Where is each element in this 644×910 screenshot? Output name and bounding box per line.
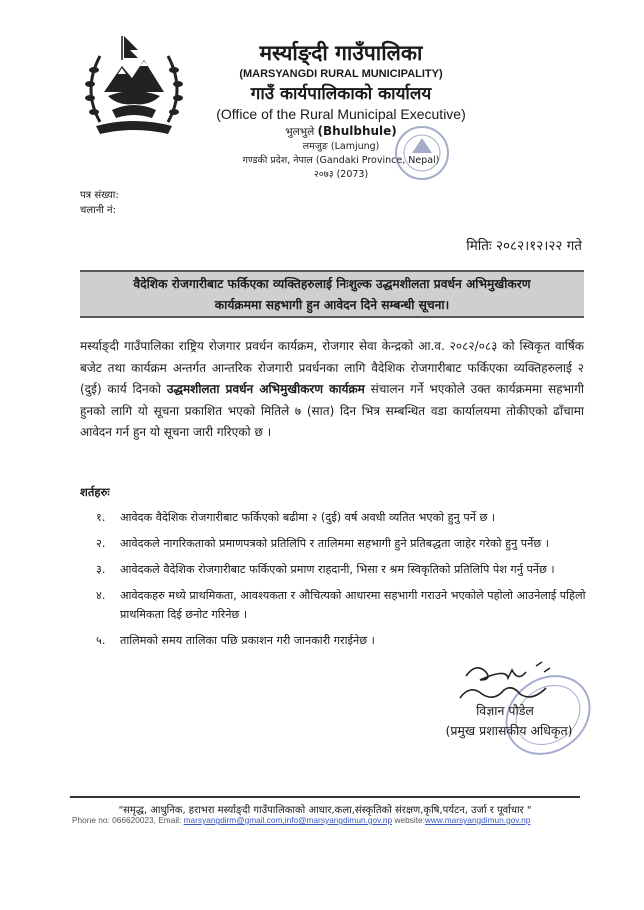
body-text-1: मर्स्याङ्दी गाउँपालिका राष्ट्रिय रोजगार प्रवर्धन कार्यक्रम, रोजगार सेवा केन्द्रको आ.व. २०८२/०८३ को स्विकृत वार्षिक बजेट तथा कार्यक्रम अन्तर्गत आन्तरिक रोजगारी प्रवर्धनका लागि वैदेशिक रोजगारीबाट फर्किएका व्यक्तिहरुलाई २ (दुई) कार्य दिनको — [80, 339, 584, 397]
reference-numbers — [80, 188, 119, 218]
website-label: website: — [392, 815, 425, 825]
signatory-name: विज्ञान पौडेल — [476, 703, 534, 718]
notice-body — [80, 336, 584, 444]
footer-divider — [70, 796, 580, 798]
notice-paragraph — [80, 336, 584, 444]
conditions-list — [96, 508, 588, 657]
condition-item — [96, 631, 588, 650]
established-year: २०७३ (2073) — [313, 169, 369, 180]
condition-number: ३. — [96, 563, 106, 576]
email-link[interactable]: marsyangdirm@gmail.com,info@marsyangdimun.gov.np — [183, 815, 393, 825]
conditions-heading: शर्तहरुः — [80, 485, 110, 499]
condition-item — [96, 586, 588, 624]
signatory-title: (प्रमुख प्रशासकीय अधिकृत) — [445, 723, 573, 738]
condition-number: १. — [96, 511, 106, 524]
subject-line-2: कार्यक्रममा सहभागी हुन आवेदन दिने सम्बन्धी सूचना। — [214, 298, 450, 312]
condition-text: आवेदकले नागरिकताको प्रमाणपत्रको प्रतिलिपि र तालिममा सहभागी हुने प्रतिबद्धता जाहेर गरेको हुनु पर्नेछ । — [120, 537, 550, 550]
body-text-2: संचालन गर्ने भएकोले उक्त कार्यक्रममा सहभागी हुनको लागि यो सूचना प्रकाशित भएको मितिले ७ (सात) दिन भित्र सम्बन्धित वडा कार्यालयमा तोकीएको ढाँचामा आवेदन गर्न हुन यो सूचना जारी गरिएको छ । — [80, 382, 584, 440]
office-stamp-icon — [392, 108, 452, 198]
municipality-title: मर्स्याङ्दी गाउँपालिका — [259, 41, 423, 65]
footer-contact — [72, 815, 592, 825]
place-english: (Bhulbhule) — [317, 124, 397, 138]
district: लमजुङ (Lamjung) — [302, 141, 380, 152]
dispatch-number-label: चलानी नं: — [80, 205, 116, 216]
website-link[interactable]: www.marsyangdimun.gov.np — [424, 815, 531, 825]
footer-slogan: "समृद्ध, आधुनिक, हराभरा मर्स्याङ्दी गाउँपालिकाको आधार,कला,संस्कृतिको संरक्षण,कृषि,पर्यटन, उर्जा र पूर्वाधार " — [118, 805, 532, 816]
letter-date: मितिः २०८२।१२।२२ गते — [466, 238, 582, 254]
place-nepali: भुलभुले — [285, 126, 315, 138]
condition-text: आवेदक वैदेशिक रोजगारीबाट फर्किएको बढीमा २ (दुई) वर्ष अवधी व्यतित भएको हुनु पर्ने छ । — [120, 511, 496, 524]
condition-number: ५. — [96, 634, 106, 647]
province: गण्डकी प्रदेश, नेपाल (Gandaki Province, Nepal) — [242, 155, 440, 166]
office-title-english: (Office of the Rural Municipal Executive) — [216, 106, 466, 122]
condition-number: ४. — [96, 589, 106, 602]
nepal-emblem-icon — [78, 30, 190, 142]
condition-text: तालिमको समय तालिका पछि प्रकाशन गरी जानकारी गराईनेछ । — [120, 634, 375, 647]
office-title: गाउँ कार्यपालिकाको कार्यालय — [250, 84, 432, 104]
body-bold-program: उद्धमशीलता प्रवर्धन अभिमुखीकरण कार्यक्रम — [166, 382, 365, 397]
condition-number: २. — [96, 537, 106, 550]
condition-text: आवेदकहरु मध्ये प्राथमिकता, आवश्यकता र औचित्यको आधारमा सहभागी गराउने भएकोले पहोलो आउनेलाई पहिलो प्राथमिकता दिई छनोट गरिनेछ । — [120, 589, 586, 621]
condition-text: आवेदकले वैदेशिक रोजगारीबाट फर्किएको प्रमाण राहदानी, भिसा र श्रम स्विकृतिको प्रतिलिपि पेश गर्नु पर्नेछ । — [120, 563, 555, 576]
condition-item — [96, 508, 588, 527]
subject-box — [80, 270, 584, 318]
letter-number-label: पत्र संख्या: — [80, 190, 119, 201]
phone-email-label: Phone no: 066620023, Email: — [72, 815, 184, 825]
subject-line-1: वैदेशिक रोजगारीबाट फर्किएका व्यक्तिहरुलाई निःशुल्क उद्धमशीलता प्रवर्धन अभिमुखीकरण — [133, 277, 531, 291]
condition-item — [96, 534, 588, 553]
municipality-title-english: (MARSYANGDI RURAL MUNICIPALITY) — [239, 68, 443, 80]
condition-item — [96, 560, 588, 579]
